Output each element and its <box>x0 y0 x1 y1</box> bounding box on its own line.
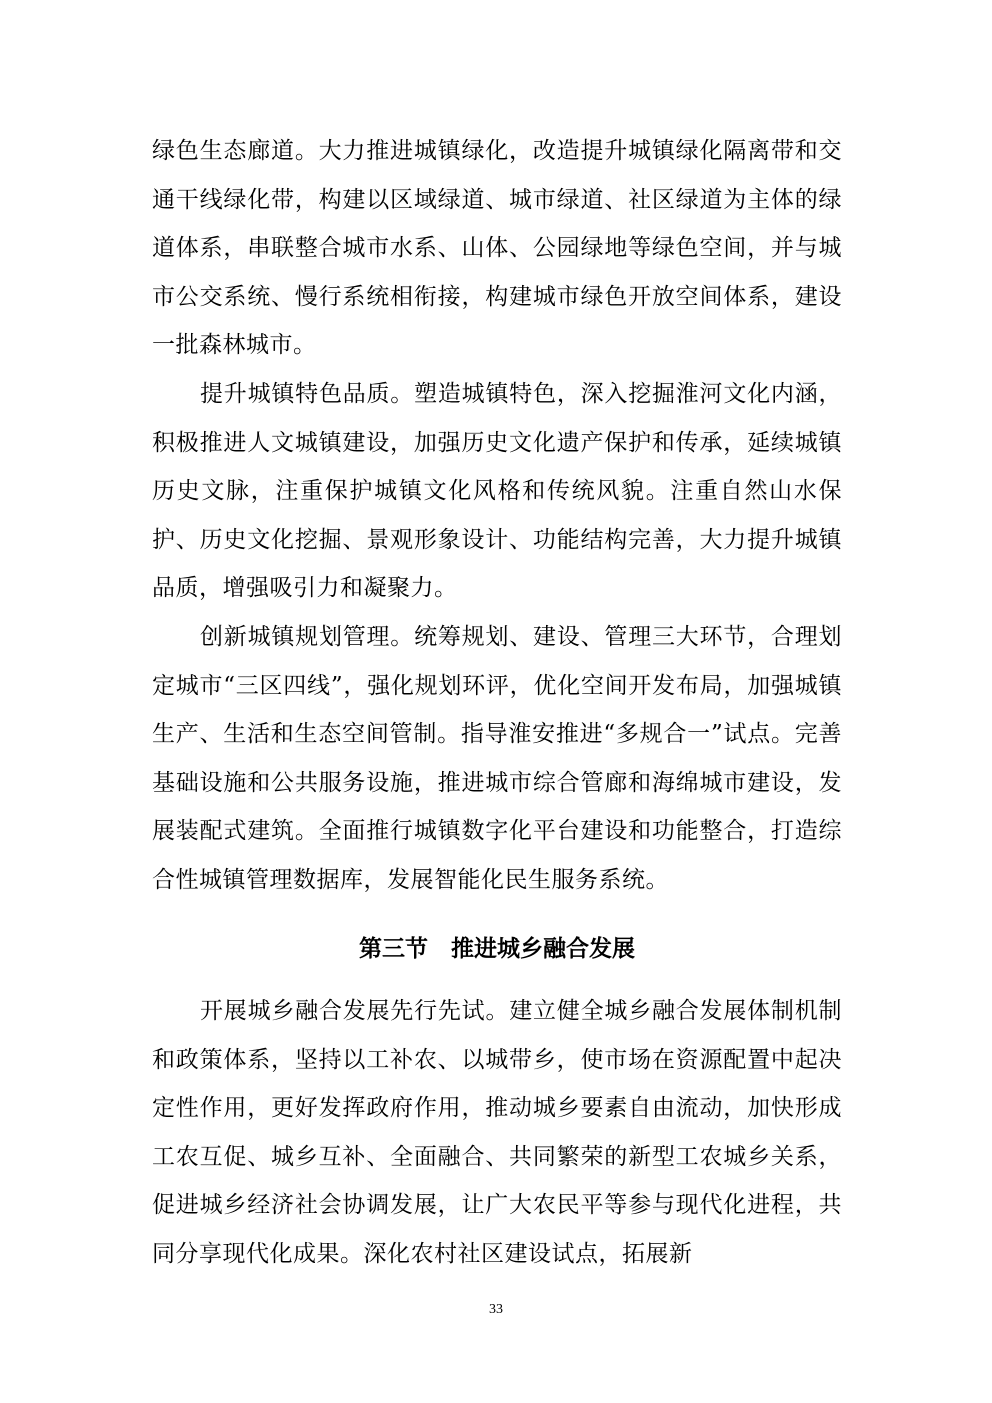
page-number: 33 <box>489 1302 503 1317</box>
paragraph-green-ecological-corridor: 绿色生态廊道。大力推进城镇绿化，改造提升城镇绿化隔离带和交通干线绿化带，构建以区域绿道、城市绿道、社区绿道为主体的绿道体系，串联整合城市水系、山体、公园绿地等绿色空间，并与城市公交系统、慢行系统相衔接，构建城市绿色开放空间体系，建设一批森林城市。 <box>152 138 842 358</box>
paragraph-town-characteristic-quality: 提升城镇特色品质。塑造城镇特色，深入挖掘淮河文化内涵，积极推进人文城镇建设，加强历史文化遗产保护和传承，延续城镇历史文脉，注重保护城镇文化风格和传统风貌。注重自然山水保护、历史文化挖掘、景观形象设计、功能结构完善，大力提升城镇品质，增强吸引力和凝聚力。 <box>152 381 842 601</box>
paragraph-urban-rural-integration: 开展城乡融合发展先行先试。建立健全城乡融合发展体制机制和政策体系，坚持以工补农、以城带乡，使市场在资源配置中起决定性作用，更好发挥政府作用，推动城乡要素自由流动，加快形成工农互促、城乡互补、全面融合、共同繁荣的新型工农城乡关系，促进城乡经济社会协调发展，让广大农民平等参与现代化进程，共同分享现代化成果。深化农村社区建设试点，拓展新 <box>152 998 842 1267</box>
section-title: 第三节 推进城乡融合发展 <box>359 935 635 962</box>
paragraph-town-planning-management: 创新城镇规划管理。统筹规划、建设、管理三大环节，合理划定城市“三区四线”，强化规划环评，优化空间开发布局，加强城镇生产、生活和生态空间管制。指导淮安推进“多规合一”试点。完善基础设施和公共服务设施，推进城市综合管廊和海绵城市建设，发展装配式建筑。全面推行城镇数字化平台建设和功能整合，打造综合性城镇管理数据库，发展智能化民生服务系统。 <box>152 624 842 893</box>
